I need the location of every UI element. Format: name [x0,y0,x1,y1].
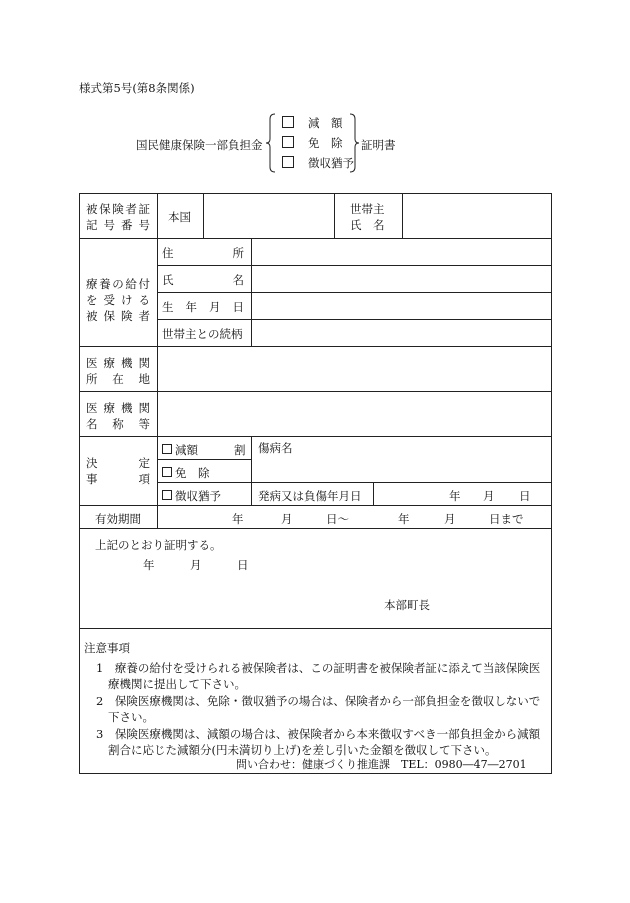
checkbox[interactable] [162,490,172,500]
decision-label-1: 決 定 [86,456,150,470]
address-field[interactable] [252,239,551,265]
name-field[interactable] [252,266,551,292]
validity-from-month: 月 [281,512,293,526]
checkbox[interactable] [282,136,294,148]
recipient-label-2: を 受 け る [86,293,150,307]
validity-to-month: 月 [444,512,456,526]
title-option-exemption: 免 除 [282,133,354,153]
decision-exemption-option[interactable]: 免 除 [162,465,210,481]
title-options [282,113,354,173]
title-option-reduction: 減 額 [282,113,354,133]
decision-reduction-option[interactable]: 減額 [162,442,198,458]
certification-year-unit: 年 [143,558,155,572]
validity-to-day: 日まで [489,512,524,526]
issuer-name: 本部町長 [384,598,430,612]
certification-statement: 上記のとおり証明する。 [95,538,222,552]
name-label: 氏 名 [162,273,244,287]
insurance-card-prefix: 本国 [168,210,191,224]
insurance-card-label-2: 記 号 番 号 [86,218,150,232]
facility-location-label-1: 医 療 機 関 [86,356,150,370]
insurance-card-number-field[interactable] [204,194,333,237]
validity-label: 有効期間 [95,512,141,526]
certification-day-unit: 日 [237,558,249,572]
validity-from-day: 日〜 [326,512,349,526]
onset-year-unit: 年 [449,489,461,503]
notes-section [84,640,550,759]
form-number: 様式第5号(第8条関係) [79,81,195,95]
right-brace [349,113,359,173]
relation-label: 世帯主との続柄 [162,327,243,341]
checkbox[interactable] [282,156,294,168]
note-item: 2 保険医療機関は、免除・徴収猶予の場合は、保険者から一部負担金を徴収しないで下さい。 [96,693,541,724]
birthdate-label: 生 年 月 日 [162,300,244,314]
document-title [136,113,436,175]
title-right: 証明書 [361,138,396,152]
title-option-deferral: 徴収猶予 [282,153,354,173]
contact-info: 問い合わせ：健康づくり推進課 TEL：0980―47―2701 [236,758,527,771]
title-left: 国民健康保険一部負担金 [136,138,263,152]
decision-label-2: 事 項 [86,472,150,486]
checkbox[interactable] [162,444,172,454]
notes-heading: 注意事項 [84,641,130,655]
note-item: 1 療養の給付を受けられる被保険者は、この証明書を被保険者証に添えて当該保険医療機関に提出して下さい。 [96,660,541,691]
recipient-label-1: 療 養 の 給 付 [86,277,150,291]
recipient-label-3: 被 保 険 者 [86,309,150,323]
validity-from-year: 年 [232,512,244,526]
certification-month-unit: 月 [190,558,202,572]
household-head-label: 世帯主 [350,202,385,216]
insurance-card-label: 被 保 険 者 証 [86,202,150,216]
onset-label: 発病又は負傷年月日 [258,489,362,503]
facility-name-label-1: 医 療 機 関 [86,401,150,415]
decision-deferral-option[interactable]: 徴収猶予 [162,488,221,504]
birthdate-field[interactable] [252,293,551,319]
left-brace [266,113,276,173]
facility-location-label-2: 所 在 地 [86,372,150,386]
address-label: 住 所 [162,246,244,260]
onset-day-unit: 日 [519,489,531,503]
note-item: 3 保険医療機関は、減額の場合は、被保険者から本来徴収すべき一部負担金から減額割合に応じた減額分(円未満切り上げ)を差し引いた金額を徴収して下さい。 [96,726,541,757]
facility-name-field[interactable] [158,392,551,436]
validity-to-year: 年 [398,512,410,526]
checkbox[interactable] [282,116,294,128]
disease-field[interactable] [300,437,551,481]
reduction-percent-suffix: 割 [234,443,246,457]
onset-month-unit: 月 [483,489,495,503]
facility-name-label-2: 名 称 等 [86,417,150,431]
facility-location-field[interactable] [158,347,551,391]
relation-field[interactable] [252,320,551,346]
checkbox[interactable] [162,467,172,477]
disease-label: 傷病名 [258,441,293,455]
household-head-label-2: 氏 名 [350,218,385,232]
household-head-name-field[interactable] [403,194,551,237]
